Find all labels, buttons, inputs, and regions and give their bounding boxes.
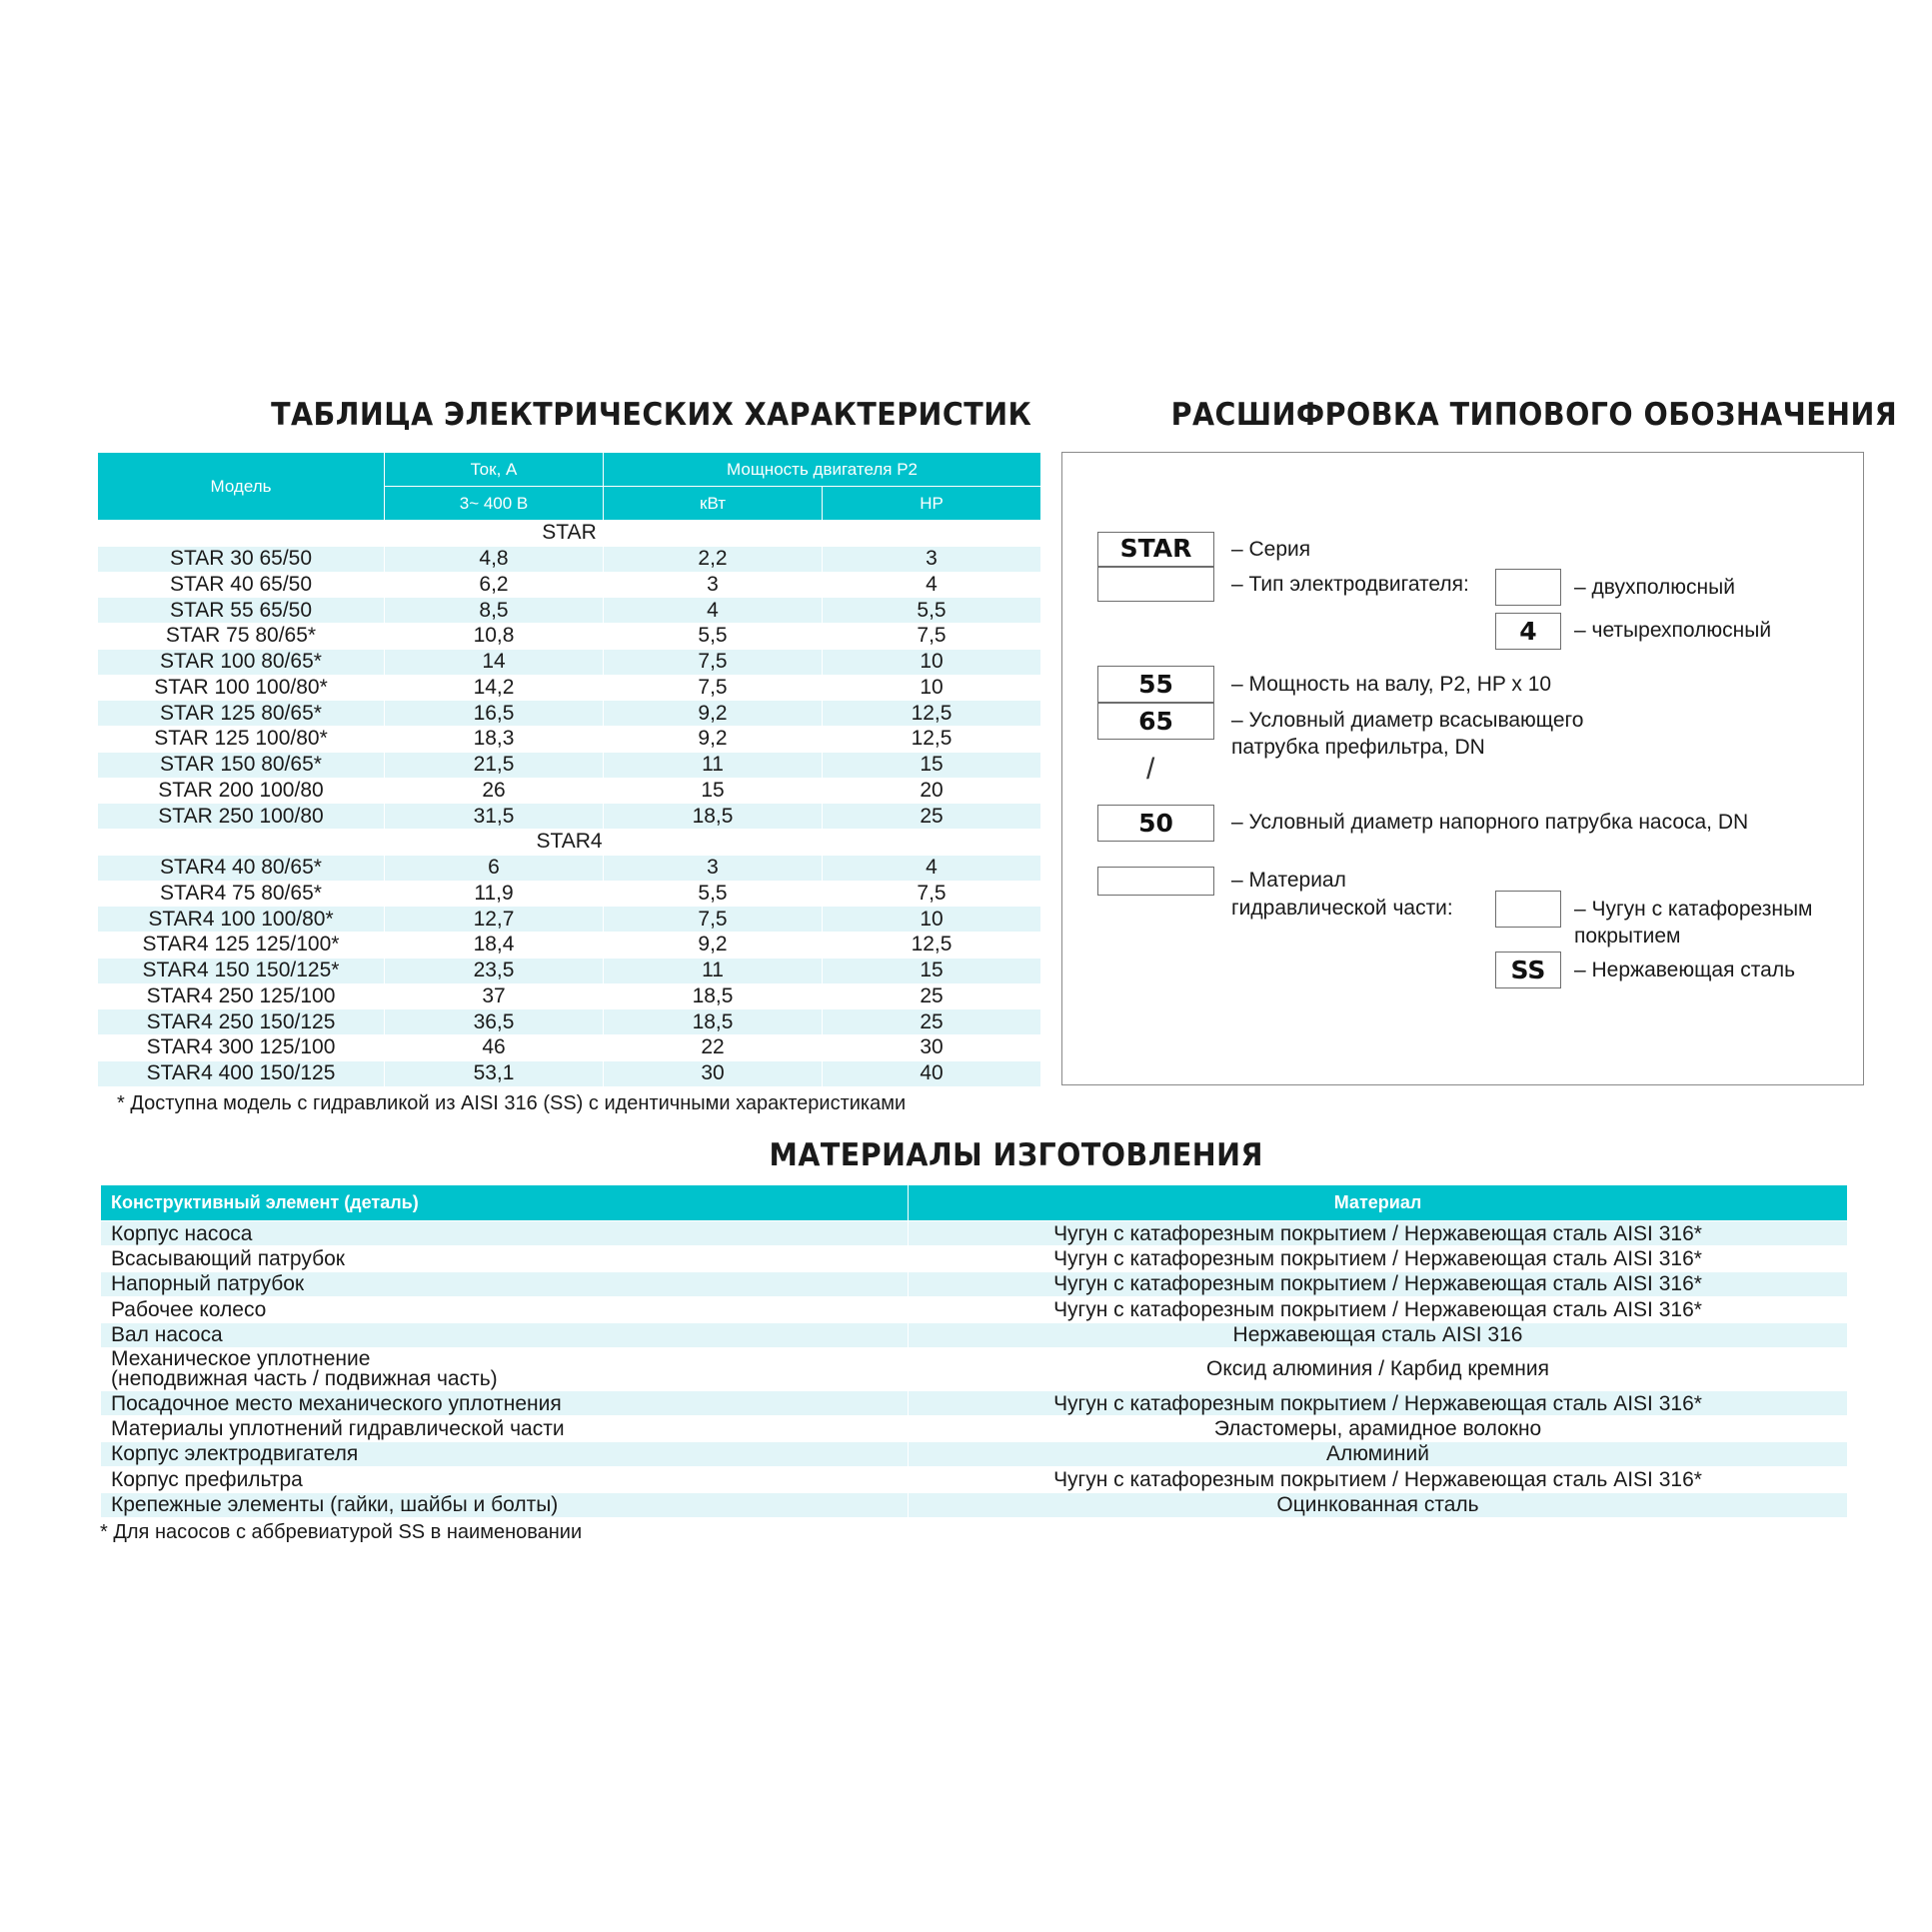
cell-kw: 18,5 [604,804,823,830]
cell-model: STAR 125 80/65* [98,701,385,727]
cell-a: 21,5 [385,752,604,778]
cell-model: STAR 250 100/80 [98,804,385,830]
table-row [98,624,1041,650]
table-row [98,752,1041,778]
two-pole-label: – двухполюсный [1574,576,1735,599]
material-box [1097,867,1214,896]
cell-material: Нержавеющая сталь AISI 316 [909,1322,1848,1347]
cell-model: STAR4 300 125/100 [98,1035,385,1061]
cell-part [101,1492,909,1517]
group-row [98,830,1041,856]
electrical-table [97,452,1041,1087]
cell-a: 37 [385,983,604,1009]
group-label: STAR [98,521,1041,547]
table-row [101,1297,1848,1322]
table-row [98,907,1041,933]
cell-part [101,1467,909,1492]
motor-type-label: – Тип электродвигателя: [1231,573,1469,596]
cell-part [101,1271,909,1296]
part-text: Рабочее колесо [111,1297,267,1321]
discharge-code-box: 50 [1097,805,1214,842]
cell-material: Оцинкованная сталь [909,1492,1848,1517]
cell-material: Алюминий [909,1441,1848,1466]
cell-model: STAR4 100 100/80* [98,907,385,933]
cell-a: 12,7 [385,907,604,933]
table-row [101,1441,1848,1466]
table-row [98,546,1041,572]
four-pole-code-box: 4 [1495,613,1561,650]
header-current: Ток, А [385,453,604,487]
cell-model: STAR 100 80/65* [98,649,385,675]
cell-kw: 15 [604,778,823,804]
cell-kw: 2,2 [604,546,823,572]
cell-hp: 40 [823,1060,1041,1086]
cell-material: Оксид алюминия / Карбид кремния [909,1347,1848,1390]
group-label: STAR4 [98,830,1041,856]
cell-part [101,1441,909,1466]
cell-hp: 10 [823,649,1041,675]
cell-hp: 7,5 [823,624,1041,650]
part-text: Всасывающий патрубок [111,1247,345,1271]
table-row [98,855,1041,881]
table-row [101,1271,1848,1296]
cell-part [101,1246,909,1271]
table-row [101,1492,1848,1517]
cell-model: STAR4 150 150/125* [98,958,385,983]
cell-model: STAR4 40 80/65* [98,855,385,881]
header-part: Конструктивный элемент (деталь) [101,1185,909,1221]
cell-hp: 12,5 [823,727,1041,753]
power-code-box: 55 [1097,666,1214,703]
table-row [101,1467,1848,1492]
cell-hp: 25 [823,804,1041,830]
table-row [98,675,1041,701]
part-text: Материалы уплотнений гидравлической части [111,1417,565,1441]
electrical-footnote: * Доступна модель с гидравликой из AISI 316 (SS) с идентичными характеристиками [117,1092,907,1114]
cast-iron-label-1: – Чугун с катафорезным [1574,898,1813,921]
suction-label-2: патрубка префильтра, DN [1231,736,1485,759]
part-text: Вал насоса [111,1323,223,1347]
cell-hp: 25 [823,1009,1041,1035]
part-text: Напорный патрубок [111,1272,305,1296]
table-row [98,958,1041,983]
header-voltage: 3~ 400 В [385,487,604,521]
part-text: Крепежные элементы (гайки, шайбы и болты) [111,1493,559,1517]
cell-hp: 10 [823,675,1041,701]
cell-kw: 7,5 [604,907,823,933]
cell-hp: 15 [823,752,1041,778]
part-text: Корпус электродвигателя [111,1442,359,1466]
header-power: Мощность двигателя Р2 [604,453,1041,487]
cell-model: STAR4 125 125/100* [98,933,385,959]
table-row [98,804,1041,830]
cell-kw: 30 [604,1060,823,1086]
cell-part [101,1297,909,1322]
table-row [98,1009,1041,1035]
material-label-2: гидравлической части: [1231,897,1453,920]
cell-model: STAR 200 100/80 [98,778,385,804]
cell-material: Чугун с катафорезным покрытием / Нержавеющая сталь AISI 316* [909,1246,1848,1271]
cell-hp: 15 [823,958,1041,983]
cell-model: STAR4 250 125/100 [98,983,385,1009]
cell-part [101,1347,909,1390]
header-hp: HP [823,487,1041,521]
cell-model: STAR4 400 150/125 [98,1060,385,1086]
slash-separator: / [1146,753,1155,786]
cell-model: STAR 75 80/65* [98,624,385,650]
cell-a: 18,3 [385,727,604,753]
cell-kw: 3 [604,572,823,598]
cell-a: 46 [385,1035,604,1061]
cell-kw: 9,2 [604,933,823,959]
cell-a: 11,9 [385,881,604,907]
cell-material: Чугун с катафорезным покрытием / Нержавеющая сталь AISI 316* [909,1297,1848,1322]
cell-kw: 9,2 [604,701,823,727]
cell-a: 53,1 [385,1060,604,1086]
table-row [98,572,1041,598]
cell-model: STAR 125 100/80* [98,727,385,753]
cell-hp: 20 [823,778,1041,804]
table-row [98,598,1041,624]
cell-a: 14,2 [385,675,604,701]
materials-footnote: * Для насосов с аббревиатурой SS в наименовании [100,1521,583,1543]
cell-a: 16,5 [385,701,604,727]
table-row [101,1347,1848,1390]
table-row [98,1035,1041,1061]
cell-hp: 30 [823,1035,1041,1061]
part-text: Корпус насоса [111,1221,253,1245]
part-text-2: (неподвижная часть / подвижная часть) [111,1366,498,1390]
table-row [98,778,1041,804]
cell-a: 18,4 [385,933,604,959]
cell-material: Чугун с катафорезным покрытием / Нержавеющая сталь AISI 316* [909,1467,1848,1492]
power-label: – Мощность на валу, Р2, HP х 10 [1231,673,1552,696]
header-model: Модель [98,453,385,521]
suction-code-box: 65 [1097,703,1214,740]
cell-a: 26 [385,778,604,804]
part-text: Посадочное место механического уплотнения [111,1391,562,1415]
cell-kw: 18,5 [604,1009,823,1035]
cell-hp: 12,5 [823,701,1041,727]
cell-hp: 7,5 [823,881,1041,907]
cell-kw: 9,2 [604,727,823,753]
part-text: Механическое уплотнение [111,1346,371,1370]
table-row [101,1390,1848,1415]
cell-part [101,1221,909,1246]
table-row [98,983,1041,1009]
cast-iron-box [1495,891,1561,928]
cell-hp: 10 [823,907,1041,933]
cell-kw: 22 [604,1035,823,1061]
cell-material: Эластомеры, арамидное волокно [909,1416,1848,1441]
series-code-box: STAR [1097,532,1214,567]
table-row [98,1060,1041,1086]
table-row [101,1246,1848,1271]
cell-model: STAR4 75 80/65* [98,881,385,907]
materials-title: МАТЕРИАЛЫ ИЗГОТОВЛЕНИЯ [769,1137,1263,1173]
cell-material: Чугун с катафорезным покрытием / Нержавеющая сталь AISI 316* [909,1390,1848,1415]
table-row [98,933,1041,959]
cell-a: 6 [385,855,604,881]
table-row [101,1416,1848,1441]
cell-hp: 5,5 [823,598,1041,624]
ss-code-box: SS [1495,952,1561,988]
material-label-1: – Материал [1231,869,1346,892]
cell-kw: 3 [604,855,823,881]
cell-a: 10,8 [385,624,604,650]
cell-model: STAR 40 65/50 [98,572,385,598]
ss-label: – Нержавеющая сталь [1574,959,1796,981]
table-row [101,1221,1848,1246]
cell-hp: 4 [823,855,1041,881]
cell-kw: 7,5 [604,649,823,675]
cell-a: 31,5 [385,804,604,830]
cell-model: STAR 150 80/65* [98,752,385,778]
table-row [98,881,1041,907]
table-row [98,701,1041,727]
two-pole-box [1495,569,1561,606]
decode-title: РАСШИФРОВКА ТИПОВОГО ОБОЗНАЧЕНИЯ [1170,397,1898,433]
cell-a: 23,5 [385,958,604,983]
cell-a: 6,2 [385,572,604,598]
cell-kw: 11 [604,958,823,983]
table-row [98,649,1041,675]
cast-iron-label-2: покрытием [1574,925,1681,948]
cell-model: STAR 55 65/50 [98,598,385,624]
cell-a: 36,5 [385,1009,604,1035]
cell-kw: 7,5 [604,675,823,701]
cell-kw: 4 [604,598,823,624]
cell-a: 4,8 [385,546,604,572]
table-row [98,727,1041,753]
cell-part [101,1416,909,1441]
suction-label-1: – Условный диаметр всасывающего [1231,709,1584,732]
electrical-table-title: ТАБЛИЦА ЭЛЕКТРИЧЕСКИХ ХАРАКТЕРИСТИК [271,397,1032,433]
cell-part [101,1322,909,1347]
cell-kw: 5,5 [604,881,823,907]
decode-panel [1061,452,1864,1085]
discharge-label: – Условный диаметр напорного патрубка насоса, DN [1231,811,1749,834]
cell-kw: 18,5 [604,983,823,1009]
motor-type-box [1097,567,1214,602]
cell-model: STAR4 250 150/125 [98,1009,385,1035]
cell-model: STAR 30 65/50 [98,546,385,572]
cell-hp: 12,5 [823,933,1041,959]
header-kw: кВт [604,487,823,521]
table-row [101,1322,1848,1347]
cell-kw: 11 [604,752,823,778]
four-pole-label: – четырехполюсный [1574,619,1772,642]
cell-material: Чугун с катафорезным покрытием / Нержавеющая сталь AISI 316* [909,1271,1848,1296]
cell-a: 14 [385,649,604,675]
cell-kw: 5,5 [604,624,823,650]
group-row [98,521,1041,547]
cell-part [101,1390,909,1415]
part-text: Корпус префильтра [111,1467,303,1491]
cell-hp: 3 [823,546,1041,572]
cell-hp: 4 [823,572,1041,598]
cell-model: STAR 100 100/80* [98,675,385,701]
cell-material: Чугун с катафорезным покрытием / Нержавеющая сталь AISI 316* [909,1221,1848,1246]
series-label: – Серия [1231,538,1311,561]
cell-hp: 25 [823,983,1041,1009]
materials-table [100,1184,1848,1518]
cell-a: 8,5 [385,598,604,624]
header-material: Материал [909,1185,1848,1221]
